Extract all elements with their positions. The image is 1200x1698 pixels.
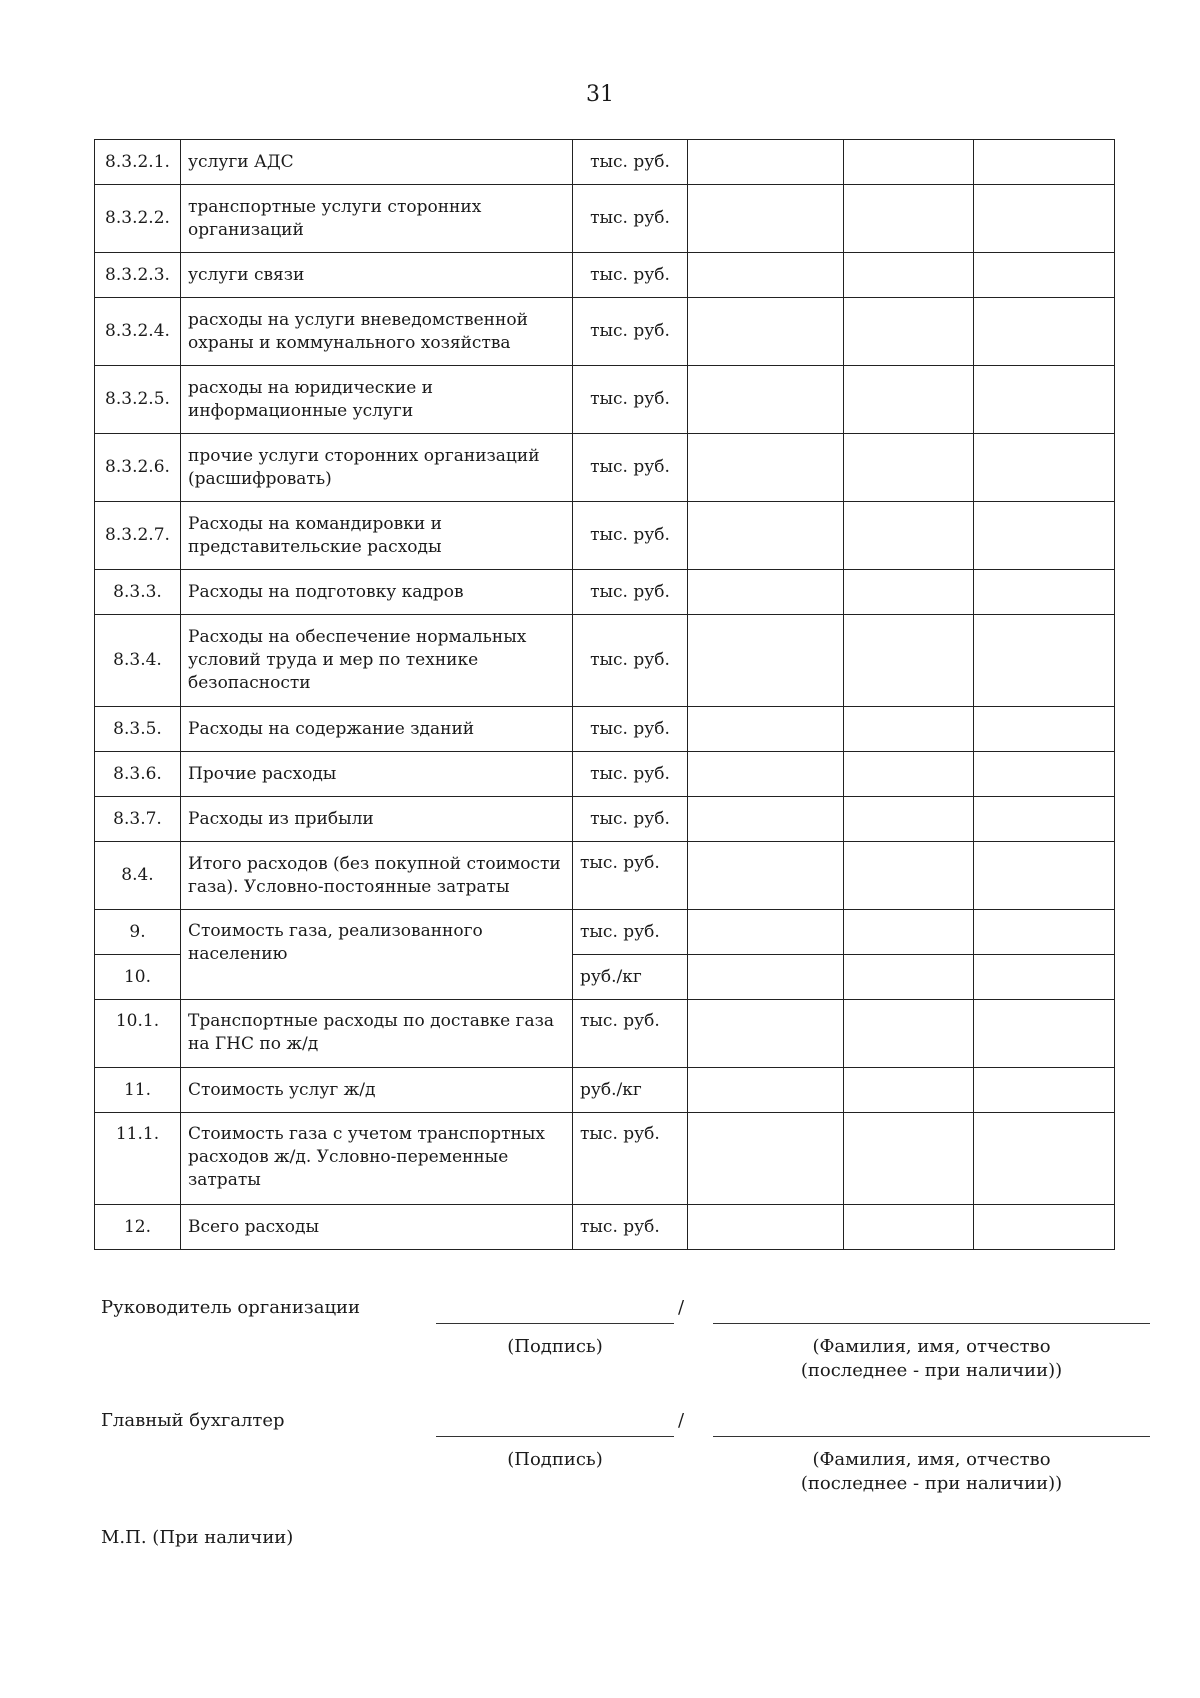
row-unit: тыс. руб. [573, 707, 688, 752]
head-signature-line[interactable] [436, 1290, 674, 1324]
row-unit: тыс. руб. [573, 366, 688, 434]
table-row [95, 570, 1115, 615]
row-name: услуги АДС [181, 140, 573, 185]
table-row [95, 910, 1115, 955]
row-unit: тыс. руб. [573, 253, 688, 298]
row-number: 8.3.2.7. [95, 502, 181, 570]
value-cell[interactable] [844, 1068, 974, 1113]
value-cell[interactable] [974, 955, 1115, 1000]
value-cell[interactable] [844, 570, 974, 615]
row-number: 8.3.7. [95, 797, 181, 842]
row-name: расходы на юридические и информационные услуги [181, 366, 573, 434]
value-cell[interactable] [974, 842, 1115, 910]
row-unit: тыс. руб. [573, 1205, 688, 1250]
value-cell[interactable] [974, 707, 1115, 752]
value-cell[interactable] [844, 1113, 974, 1205]
accountant-label: Главный бухгалтер [101, 1410, 285, 1431]
value-cell[interactable] [974, 434, 1115, 502]
row-name: Стоимость газа, реализованного населению [181, 910, 573, 1000]
row-number: 9. [95, 910, 181, 955]
value-cell[interactable] [844, 1000, 974, 1068]
row-number: 11.1. [95, 1113, 181, 1205]
value-cell[interactable] [688, 842, 844, 910]
row-number: 8.3.2.6. [95, 434, 181, 502]
value-cell[interactable] [844, 615, 974, 707]
value-cell[interactable] [844, 797, 974, 842]
value-cell[interactable] [688, 910, 844, 955]
value-cell[interactable] [844, 502, 974, 570]
signature-caption: (Подпись) [507, 1449, 603, 1470]
row-number: 8.3.2.1. [95, 140, 181, 185]
row-unit: тыс. руб. [573, 298, 688, 366]
name-caption-line1: (Фамилия, имя, отчество [812, 1449, 1051, 1470]
row-number: 8.4. [95, 842, 181, 910]
table-row [95, 797, 1115, 842]
row-number: 8.3.2.3. [95, 253, 181, 298]
head-label: Руководитель организации [101, 1297, 361, 1318]
row-unit: тыс. руб. [573, 842, 688, 910]
name-caption [713, 1335, 1150, 1383]
row-name: Транспортные расходы по доставке газа на ГНС по ж/д [181, 1000, 573, 1068]
value-cell[interactable] [688, 1000, 844, 1068]
value-cell[interactable] [688, 615, 844, 707]
row-number: 12. [95, 1205, 181, 1250]
value-cell[interactable] [974, 502, 1115, 570]
row-number: 8.3.5. [95, 707, 181, 752]
value-cell[interactable] [974, 910, 1115, 955]
value-cell[interactable] [974, 1000, 1115, 1068]
row-name: Расходы на подготовку кадров [181, 570, 573, 615]
value-cell[interactable] [688, 298, 844, 366]
separator-slash: / [678, 1410, 685, 1431]
row-name: Расходы на содержание зданий [181, 707, 573, 752]
value-cell[interactable] [844, 955, 974, 1000]
table-row [95, 366, 1115, 434]
row-name: Стоимость услуг ж/д [181, 1068, 573, 1113]
row-number: 11. [95, 1068, 181, 1113]
value-cell[interactable] [974, 298, 1115, 366]
table-row [95, 615, 1115, 707]
row-unit: тыс. руб. [573, 1113, 688, 1205]
accountant-signature-line[interactable] [436, 1403, 674, 1437]
value-cell[interactable] [844, 140, 974, 185]
name-caption-line1: (Фамилия, имя, отчество [812, 1336, 1051, 1357]
value-cell[interactable] [974, 253, 1115, 298]
value-cell[interactable] [688, 140, 844, 185]
value-cell[interactable] [688, 434, 844, 502]
value-cell[interactable] [688, 1068, 844, 1113]
expense-table [94, 139, 1115, 1250]
table-row [95, 253, 1115, 298]
table-row [95, 298, 1115, 366]
table-row [95, 752, 1115, 797]
row-name: Стоимость газа с учетом транспортных расходов ж/д. Условно-переменные затраты [181, 1113, 573, 1205]
value-cell[interactable] [844, 752, 974, 797]
row-unit: тыс. руб. [573, 615, 688, 707]
row-number: 8.3.6. [95, 752, 181, 797]
table-row [95, 502, 1115, 570]
row-name: прочие услуги сторонних организаций (расшифровать) [181, 434, 573, 502]
value-cell[interactable] [844, 707, 974, 752]
row-unit: тыс. руб. [573, 910, 688, 955]
row-name: расходы на услуги вневедомственной охраны и коммунального хозяйства [181, 298, 573, 366]
row-number: 10.1. [95, 1000, 181, 1068]
value-cell[interactable] [974, 752, 1115, 797]
value-cell[interactable] [974, 1113, 1115, 1205]
value-cell[interactable] [844, 253, 974, 298]
value-cell[interactable] [688, 1205, 844, 1250]
table-row [95, 185, 1115, 253]
value-cell[interactable] [688, 752, 844, 797]
row-unit: тыс. руб. [573, 797, 688, 842]
value-cell[interactable] [688, 707, 844, 752]
table-row [95, 1068, 1115, 1113]
accountant-name-line[interactable] [713, 1403, 1150, 1437]
row-unit: тыс. руб. [573, 570, 688, 615]
row-name: Расходы из прибыли [181, 797, 573, 842]
value-cell[interactable] [688, 185, 844, 253]
value-cell[interactable] [688, 253, 844, 298]
row-number: 8.3.2.5. [95, 366, 181, 434]
table-row [95, 707, 1115, 752]
table-row [95, 1113, 1115, 1205]
row-unit: тыс. руб. [573, 185, 688, 253]
row-number: 8.3.2.4. [95, 298, 181, 366]
row-number: 8.3.2.2. [95, 185, 181, 253]
value-cell[interactable] [688, 502, 844, 570]
value-cell[interactable] [688, 797, 844, 842]
row-name: транспортные услуги сторонних организаций [181, 185, 573, 253]
row-name: Расходы на обеспечение нормальных условий труда и мер по технике безопасности [181, 615, 573, 707]
row-number: 10. [95, 955, 181, 1000]
value-cell[interactable] [974, 1205, 1115, 1250]
row-name: услуги связи [181, 253, 573, 298]
row-unit: тыс. руб. [573, 434, 688, 502]
row-name: Всего расходы [181, 1205, 573, 1250]
table-row [95, 842, 1115, 910]
row-unit: тыс. руб. [573, 1000, 688, 1068]
table-row [95, 140, 1115, 185]
row-name: Итого расходов (без покупной стоимости газа). Условно-постоянные затраты [181, 842, 573, 910]
separator-slash: / [678, 1297, 685, 1318]
value-cell[interactable] [688, 366, 844, 434]
table-row [95, 434, 1115, 502]
row-unit: тыс. руб. [573, 140, 688, 185]
value-cell[interactable] [844, 1205, 974, 1250]
stamp-place: М.П. (При наличии) [101, 1527, 294, 1548]
value-cell[interactable] [844, 185, 974, 253]
signature-caption: (Подпись) [507, 1336, 603, 1357]
value-cell[interactable] [974, 366, 1115, 434]
table-row [95, 1205, 1115, 1250]
row-unit: руб./кг [573, 955, 688, 1000]
name-caption-line2: (последнее - при наличии)) [800, 1360, 1063, 1381]
value-cell[interactable] [974, 140, 1115, 185]
value-cell[interactable] [688, 955, 844, 1000]
value-cell[interactable] [974, 615, 1115, 707]
name-caption-line2: (последнее - при наличии)) [800, 1473, 1063, 1494]
page-number: 31 [586, 82, 614, 107]
row-number: 8.3.4. [95, 615, 181, 707]
value-cell[interactable] [688, 570, 844, 615]
value-cell[interactable] [688, 1113, 844, 1205]
row-name: Прочие расходы [181, 752, 573, 797]
head-name-line[interactable] [713, 1290, 1150, 1324]
value-cell[interactable] [974, 570, 1115, 615]
value-cell[interactable] [974, 797, 1115, 842]
value-cell[interactable] [974, 185, 1115, 253]
table-row [95, 1000, 1115, 1068]
value-cell[interactable] [844, 366, 974, 434]
row-number: 8.3.3. [95, 570, 181, 615]
row-unit: тыс. руб. [573, 502, 688, 570]
value-cell[interactable] [844, 298, 974, 366]
name-caption [713, 1448, 1150, 1496]
row-unit: руб./кг [573, 1068, 688, 1113]
row-name: Расходы на командировки и представительские расходы [181, 502, 573, 570]
row-unit: тыс. руб. [573, 752, 688, 797]
value-cell[interactable] [974, 1068, 1115, 1113]
value-cell[interactable] [844, 910, 974, 955]
value-cell[interactable] [844, 434, 974, 502]
value-cell[interactable] [844, 842, 974, 910]
